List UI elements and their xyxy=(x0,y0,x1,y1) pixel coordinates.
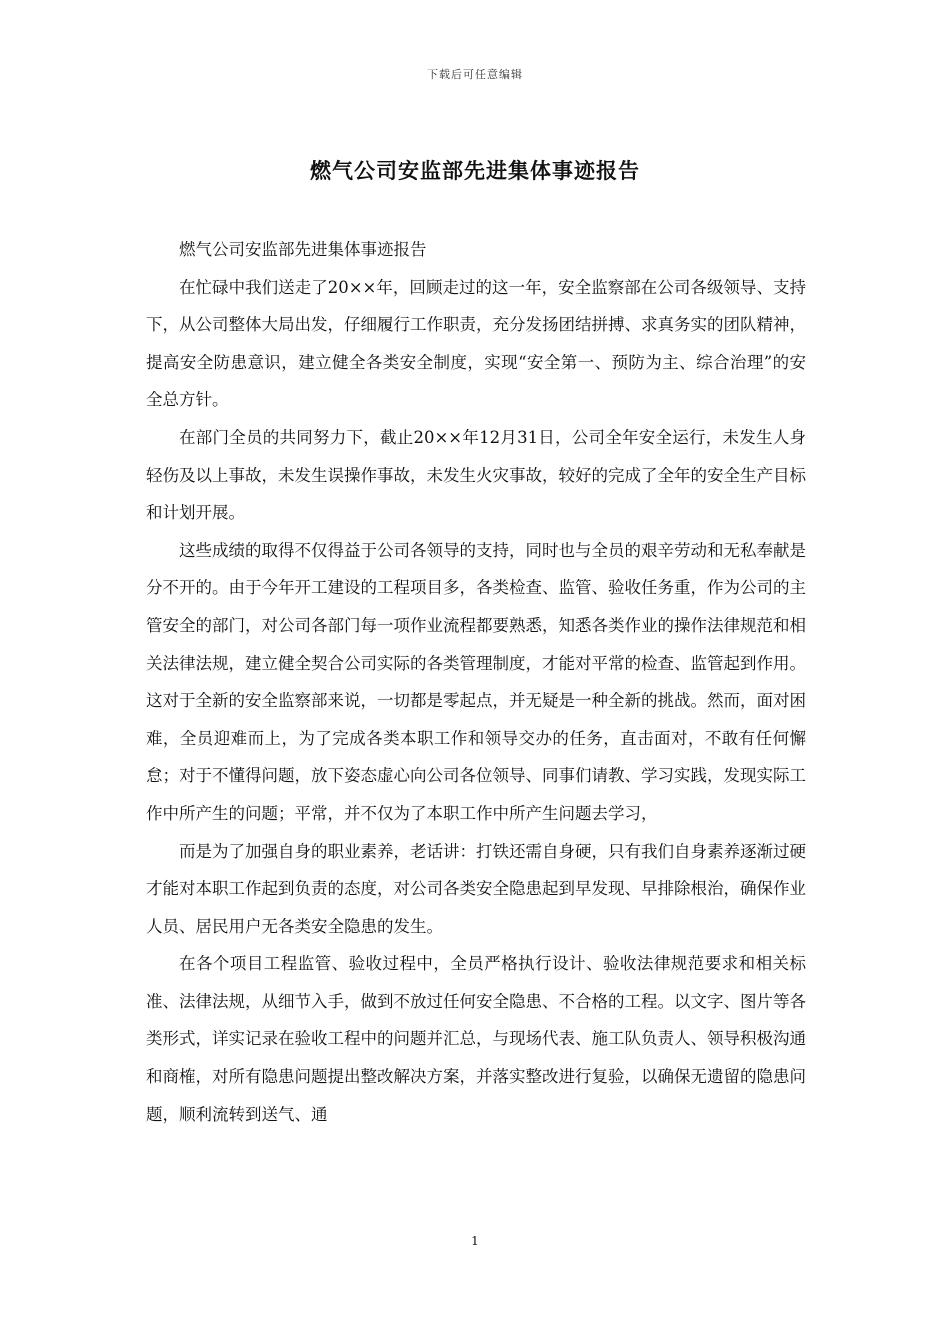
document-title: 燃气公司安监部先进集体事迹报告 xyxy=(310,158,640,183)
paragraph: 在部门全员的共同努力下，截止20××年12月31日，公司全年安全运行，未发生人身轻伤及以上事故，未发生误操作事故，未发生火灾事故，较好的完成了全年的安全生产目标和计划开展。 xyxy=(146,427,806,523)
page-number: 1 xyxy=(471,1234,479,1248)
paragraph: 这些成绩的取得不仅得益于公司各领导的支持，同时也与全员的艰辛劳动和无私奉献是分不开的。由于今年开工建设的工程项目多，各类检查、监管、验收任务重，作为公司的主管安全的部门，对公司各部门每一项作业流程都要熟悉，知悉各类作业的操作法律规范和相关法律法规，建立健全契合公司实际的各类管理制度，才能对平常的检查、监管起到作用。这对于全新的安全监察部来说，一切都是零起点，并无疑是一种全新的挑战。然而，面对困难，全员迎难而上，为了完成各类本职工作和领导交办的任务，直击面对，不敢有任何懈怠；对于不懂得问题，放下姿态虚心向公司各位领导、同事们请教、学习实践，发现实际工作中所产生的问题；平常，并不仅为了本职工作中所产生问题去学习， xyxy=(146,540,806,823)
paragraph: 在各个项目工程监管、验收过程中，全员严格执行设计、验收法律规范要求和相关标准、法律法规，从细节入手，做到不放过任何安全隐患、不合格的工程。以文字、图片等各类形式，详实记录在验收工程中的问题并汇总，与现场代表、施工队负责人、领导积极沟通和商榷，对所有隐患问题提出整改解决方案，并落实整改进行复验，以确保无遗留的隐患问题，顺利流转到送气、通 xyxy=(146,954,806,1124)
paragraph: 在忙碌中我们送走了20××年，回顾走过的这一年，安全监察部在公司各级领导、支持下，从公司整体大局出发，仔细履行工作职责，充分发扬团结拼搏、求真务实的团队精神，提高安全防患意识，建立健全各类安全制度，实现“安全第一、预防为主、综合治理”的安全总方针。 xyxy=(146,277,806,410)
page-header-note: 下载后可任意编辑 xyxy=(427,68,523,81)
document-body xyxy=(146,231,806,1133)
paragraph-subtitle: 燃气公司安监部先进集体事迹报告 xyxy=(179,240,427,259)
paragraph: 而是为了加强自身的职业素养，老话讲：打铁还需自身硬，只有我们自身素养逐渐过硬才能对本职工作起到负责的态度，对公司各类安全隐患起到早发现、早排除根治，确保作业人员、居民用户无各类安全隐患的发生。 xyxy=(146,841,806,936)
